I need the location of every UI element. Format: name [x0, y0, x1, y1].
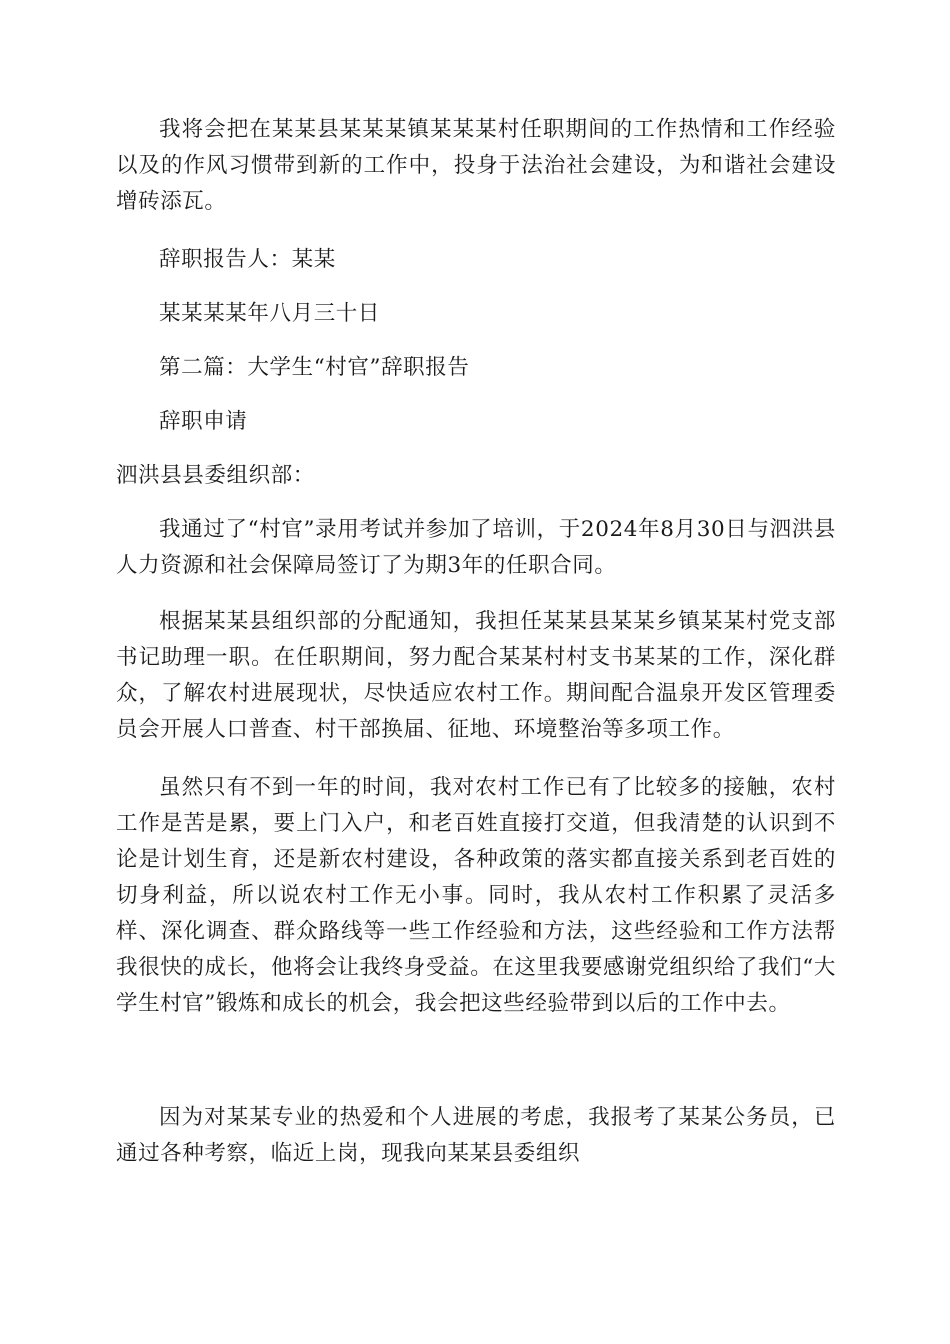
paragraph-contract	[116, 512, 836, 584]
resignation-signatory	[116, 242, 836, 278]
section-heading	[116, 350, 836, 386]
paragraph-assignment	[116, 604, 836, 748]
section-title: 第二篇：大学生“村官”辞职报告	[159, 355, 470, 380]
resignation-date	[116, 296, 836, 332]
letter-title	[116, 404, 836, 440]
letter-recipient	[116, 458, 836, 494]
paragraph-experience	[116, 770, 836, 1022]
date-line: 某某某某年八月三十日	[159, 301, 381, 326]
letter-title-text: 辞职申请	[159, 409, 248, 434]
paragraph-text: 因为对某某专业的热爱和个人进展的考虑，我报考了某某公务员，已通过各种考察，临近上岗，现我向某某县委组织	[116, 1105, 836, 1166]
paragraph-reason	[116, 1100, 836, 1172]
paragraph-text: 我通过了“村官”录用考试并参加了培训，于2024年8月30日与泗洪县人力资源和社会保障局签订了为期3年的任职合同。	[116, 517, 836, 578]
paragraph-text: 我将会把在某某县某某某镇某某某村任职期间的工作热情和工作经验以及的作风习惯带到新的工作中，投身于法治社会建设，为和谐社会建设增砖添瓦。	[116, 117, 836, 214]
recipient-text: 泗洪县县委组织部：	[116, 463, 315, 488]
paragraph-career-commitment	[116, 112, 836, 220]
signatory-line: 辞职报告人：某某	[159, 247, 336, 272]
paragraph-text: 根据某某县组织部的分配通知，我担任某某县某某乡镇某某村党支部书记助理一职。在任职期间，努力配合某某村村支书某某的工作，深化群众，了解农村进展现状，尽快适应农村工作。期间配合温泉开发区管理委员会开展人口普查、村干部换届、征地、环境整治等多项工作。	[116, 609, 836, 742]
paragraph-text: 虽然只有不到一年的时间，我对农村工作已有了比较多的接触，农村工作是苦是累，要上门入户，和老百姓直接打交道，但我清楚的认识到不论是计划生育，还是新农村建设，各种政策的落实都直接关系到老百姓的切身利益，所以说农村工作无小事。同时，我从农村工作积累了灵活多样、深化调查、群众路线等一些工作经验和方法，这些经验和工作方法帮我很快的成长，他将会让我终身受益。在这里我要感谢党组织给了我们“大学生村官”锻炼和成长的机会，我会把这些经验带到以后的工作中去。	[116, 775, 836, 1016]
